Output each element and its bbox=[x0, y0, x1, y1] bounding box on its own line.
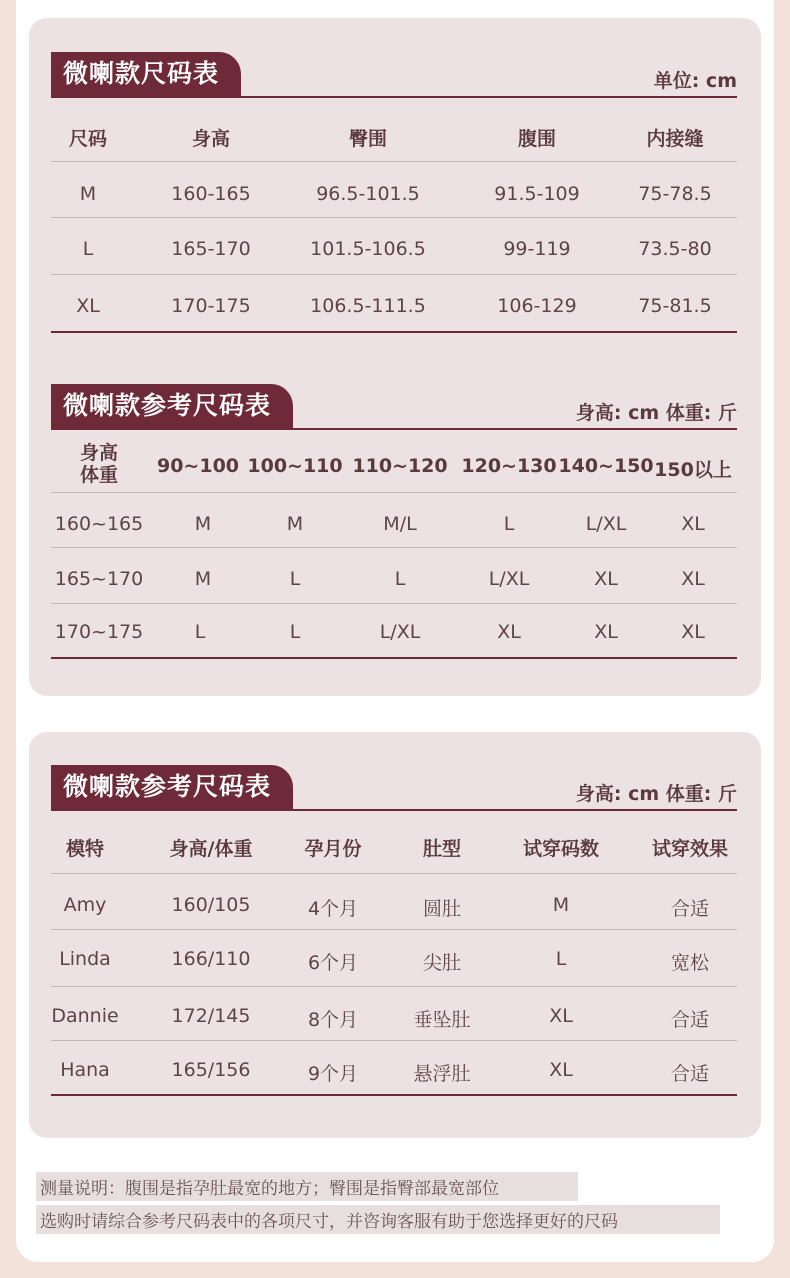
table-cell: XL bbox=[76, 295, 100, 317]
note-line: 选购时请综合参考尺码表中的各项尺寸，并咨询客服有助于您选择更好的尺码 bbox=[36, 1205, 720, 1234]
corner-cell-bottom: 体重 bbox=[79, 464, 119, 486]
row-divider bbox=[51, 274, 737, 275]
table-cell: 合适 bbox=[670, 898, 710, 920]
table-bottom-line bbox=[51, 331, 737, 333]
unit-label: 单位: cm bbox=[653, 70, 737, 92]
table-cell: Dannie bbox=[51, 1005, 119, 1027]
row-divider bbox=[51, 1040, 737, 1041]
header-cell: 尺码 bbox=[68, 128, 108, 150]
table-bottom-line bbox=[51, 657, 737, 659]
header-cell: 模特 bbox=[65, 838, 105, 860]
table-cell: L bbox=[555, 948, 567, 970]
table-cell: 99-119 bbox=[503, 238, 571, 260]
corner-cell-top: 身高 bbox=[79, 442, 119, 464]
table-cell: XL bbox=[549, 1059, 573, 1081]
fitting-table-section bbox=[51, 765, 737, 1100]
table-cell: L bbox=[289, 621, 301, 643]
table-cell: 4个月 bbox=[307, 898, 359, 920]
table-cell: 160/105 bbox=[171, 894, 251, 916]
size-table-title: 微喇款尺码表 bbox=[51, 52, 241, 96]
table-cell: L bbox=[194, 621, 206, 643]
row-divider bbox=[51, 217, 737, 218]
table-cell: 165/156 bbox=[171, 1059, 251, 1081]
table-cell: 101.5-106.5 bbox=[310, 238, 426, 260]
table-cell: 165-170 bbox=[171, 238, 251, 260]
table-cell: 6个月 bbox=[307, 952, 359, 974]
row-divider bbox=[51, 161, 737, 162]
size-table-section bbox=[51, 52, 737, 337]
table-cell: Amy bbox=[63, 894, 107, 916]
table-cell: 160-165 bbox=[171, 183, 251, 205]
header-cell: 内接缝 bbox=[646, 128, 704, 150]
header-cell: 110~120 bbox=[352, 455, 448, 477]
table-cell: 合适 bbox=[670, 1063, 710, 1085]
table-cell: XL bbox=[549, 1005, 573, 1027]
table-cell: 106-129 bbox=[497, 295, 577, 317]
table-cell: XL bbox=[681, 513, 705, 535]
table-cell: M bbox=[552, 894, 570, 916]
header-cell: 120~130 bbox=[461, 455, 557, 477]
header-cell: 臀围 bbox=[348, 128, 388, 150]
table-cell: L/XL bbox=[379, 621, 421, 643]
table-cell: 172/145 bbox=[171, 1005, 251, 1027]
note-line: 测量说明：腹围是指孕肚最宽的地方；臀围是指臀部最宽部位 bbox=[36, 1172, 578, 1201]
header-cell: 身高/体重 bbox=[169, 838, 253, 860]
row-divider bbox=[51, 986, 737, 987]
table-cell: L/XL bbox=[488, 568, 530, 590]
table-cell: 悬浮肚 bbox=[413, 1063, 471, 1085]
table-cell: 160~165 bbox=[54, 513, 144, 535]
table-cell: 75-81.5 bbox=[638, 295, 712, 317]
row-divider bbox=[51, 873, 737, 874]
fitting-table-title: 微喇款参考尺码表 bbox=[51, 765, 293, 809]
unit-label: 身高: cm 体重: 斤 bbox=[575, 402, 737, 424]
reference-table-section bbox=[51, 384, 737, 664]
table-cell: XL bbox=[497, 621, 521, 643]
table-cell: XL bbox=[681, 568, 705, 590]
table-cell: L bbox=[394, 568, 406, 590]
table-cell: L bbox=[289, 568, 301, 590]
header-cell: 肚型 bbox=[422, 838, 462, 860]
title-underline bbox=[51, 428, 737, 430]
table-cell: 75-78.5 bbox=[638, 183, 712, 205]
table-cell: 170-175 bbox=[171, 295, 251, 317]
unit-label: 身高: cm 体重: 斤 bbox=[575, 783, 737, 805]
table-bottom-line bbox=[51, 1094, 737, 1096]
table-cell: 垂坠肚 bbox=[413, 1009, 471, 1031]
measurement-notes bbox=[36, 1172, 720, 1238]
table-cell: XL bbox=[594, 568, 618, 590]
table-cell: 合适 bbox=[670, 1009, 710, 1031]
header-cell: 140~150 bbox=[558, 455, 654, 477]
row-divider bbox=[51, 603, 737, 604]
title-underline bbox=[51, 96, 737, 98]
table-cell: Hana bbox=[60, 1059, 110, 1081]
table-cell: M/L bbox=[383, 513, 417, 535]
table-cell: 9个月 bbox=[307, 1063, 359, 1085]
table-cell: 170~175 bbox=[54, 621, 144, 643]
table-cell: L bbox=[503, 513, 515, 535]
header-cell: 100~110 bbox=[247, 455, 343, 477]
table-cell: 宽松 bbox=[670, 952, 710, 974]
header-cell: 试穿码数 bbox=[522, 838, 600, 860]
table-cell: M bbox=[286, 513, 304, 535]
table-cell: M bbox=[194, 568, 212, 590]
header-cell: 孕月份 bbox=[304, 838, 362, 860]
header-cell: 试穿效果 bbox=[651, 838, 729, 860]
title-underline bbox=[51, 809, 737, 811]
table-cell: 165~170 bbox=[54, 568, 144, 590]
header-cell: 腹围 bbox=[517, 128, 557, 150]
table-cell: 106.5-111.5 bbox=[310, 295, 426, 317]
header-cell: 150以上 bbox=[654, 459, 732, 481]
row-divider bbox=[51, 492, 737, 493]
table-cell: L bbox=[82, 238, 94, 260]
table-cell: M bbox=[194, 513, 212, 535]
header-cell: 90~100 bbox=[156, 455, 240, 477]
table-cell: 8个月 bbox=[307, 1009, 359, 1031]
table-cell: XL bbox=[594, 621, 618, 643]
row-divider bbox=[51, 929, 737, 930]
table-cell: 166/110 bbox=[171, 948, 251, 970]
reference-table-title: 微喇款参考尺码表 bbox=[51, 384, 293, 428]
header-cell: 身高 bbox=[191, 128, 231, 150]
table-cell: 尖肚 bbox=[422, 952, 462, 974]
table-cell: L/XL bbox=[585, 513, 627, 535]
table-cell: 73.5-80 bbox=[638, 238, 712, 260]
table-cell: 91.5-109 bbox=[494, 183, 580, 205]
table-cell: 96.5-101.5 bbox=[316, 183, 420, 205]
table-cell: 圆肚 bbox=[422, 898, 462, 920]
row-divider bbox=[51, 547, 737, 548]
table-cell: M bbox=[79, 183, 97, 205]
table-cell: XL bbox=[681, 621, 705, 643]
table-cell: Linda bbox=[59, 948, 111, 970]
